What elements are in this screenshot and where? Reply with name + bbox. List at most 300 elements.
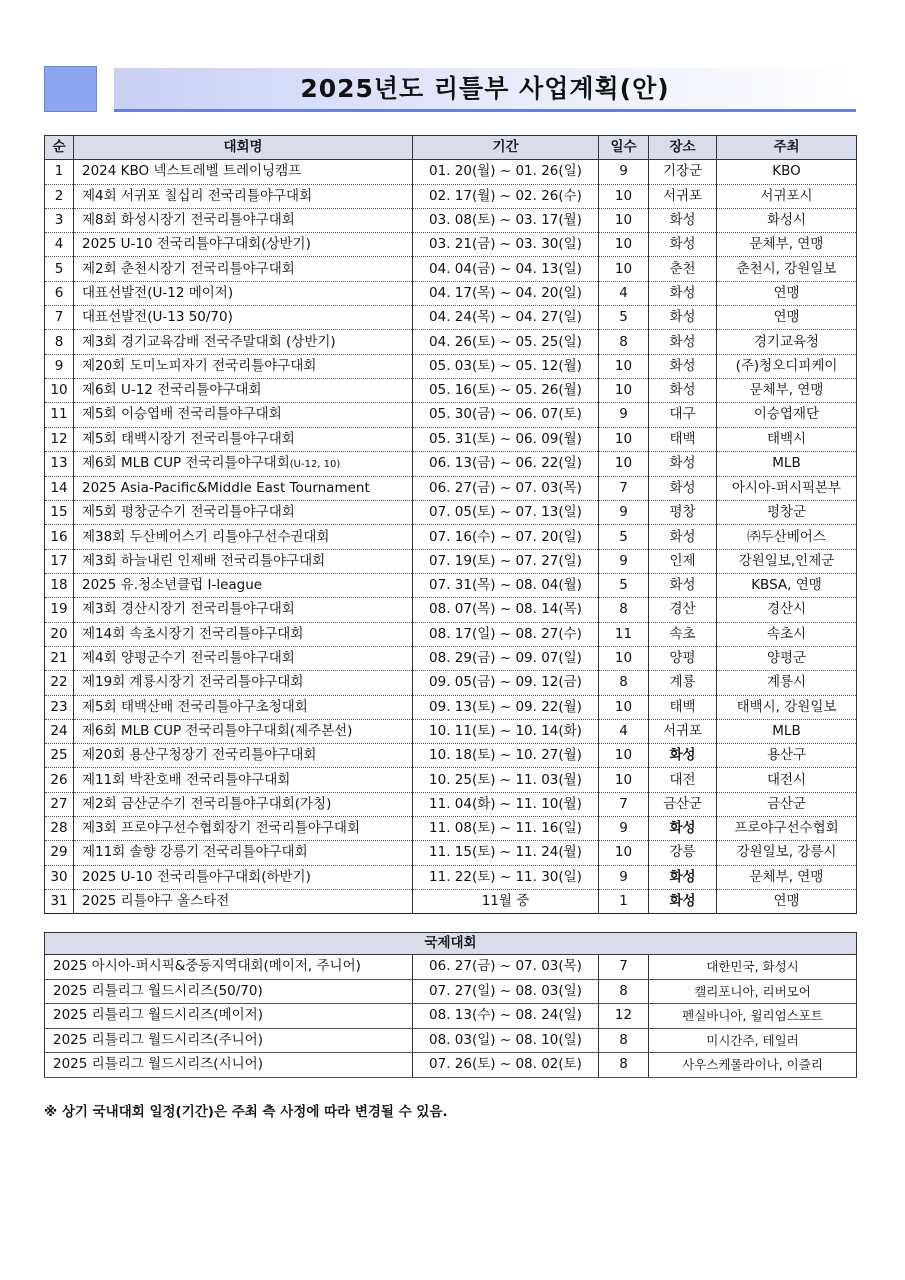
tournament-place-text: 화성 — [669, 309, 696, 326]
tournament-period — [413, 889, 599, 913]
tournament-name-text: 제6회 MLB CUP 전국리틀야구대회(제주본선) — [82, 722, 353, 739]
row-number — [45, 281, 74, 305]
tournament-host — [717, 378, 857, 402]
tournament-place — [649, 403, 717, 427]
tournament-host-text: (주)청오디피케이 — [735, 357, 838, 374]
tournament-days-text: 4 — [619, 722, 628, 739]
tournament-name-text: 제2회 춘천시장기 전국리틀야구대회 — [82, 260, 295, 277]
tournament-place-text: 춘천 — [669, 260, 696, 277]
table-row — [45, 184, 857, 208]
tournament-period-text: 04. 24(목) ~ 04. 27(일) — [429, 309, 582, 326]
tournament-place-text: 화성 — [669, 382, 696, 399]
tournament-place — [649, 208, 717, 232]
tournament-name-text: 대표선발전(U-12 메이저) — [82, 284, 234, 301]
intl-days: 7 — [599, 955, 649, 980]
table-row — [45, 574, 857, 598]
tournament-place — [649, 549, 717, 573]
tournament-name — [74, 574, 413, 598]
tournament-host-text: 대전시 — [766, 771, 807, 788]
row-number — [45, 865, 74, 889]
tournament-place-text: 경산 — [669, 601, 696, 618]
row-number — [45, 817, 74, 841]
tournament-period — [413, 646, 599, 670]
tournament-place — [649, 378, 717, 402]
tournament-period-text: 11. 22(토) ~ 11. 30(일) — [429, 868, 582, 885]
tournament-place-text: 평창 — [669, 504, 696, 521]
intl-period: 07. 27(일) ~ 08. 03(일) — [413, 979, 599, 1004]
tournament-place-text: 화성 — [669, 528, 696, 545]
tournament-host — [717, 257, 857, 281]
tournament-name-text: 제2회 금산군수기 전국리틀야구대회(가칭) — [82, 795, 332, 812]
tournament-name — [74, 378, 413, 402]
tournament-period — [413, 281, 599, 305]
table-row — [45, 817, 857, 841]
row-number-text: 20 — [50, 625, 68, 642]
tournament-place-text: 인제 — [669, 552, 696, 569]
tournament-host — [717, 354, 857, 378]
tournament-days-text: 10 — [614, 455, 633, 472]
tournament-host-text: 연맹 — [773, 309, 800, 326]
tournament-place — [649, 574, 717, 598]
tournament-name-text: 제3회 프로야구선수협회장기 전국리틀야구대회 — [82, 820, 360, 837]
tournament-name — [74, 744, 413, 768]
tournament-host-text: 연맹 — [773, 893, 800, 910]
tournament-days-text: 10 — [614, 430, 633, 447]
intl-period: 08. 13(수) ~ 08. 24(일) — [413, 1004, 599, 1029]
tournament-place-text: 강릉 — [669, 844, 696, 861]
tournament-days-text: 10 — [614, 382, 633, 399]
tournament-days — [599, 719, 649, 743]
intl-period: 08. 03(일) ~ 08. 10(일) — [413, 1028, 599, 1053]
tournament-name-text: 대표선발전(U-13 50/70) — [82, 309, 233, 326]
tournament-name — [74, 671, 413, 695]
tournament-name-text: 제19회 계룡시장기 전국리틀야구대회 — [82, 674, 304, 691]
tournament-days-text: 11 — [614, 625, 633, 642]
tournament-name-text: 2025 리틀야구 올스타전 — [82, 893, 230, 910]
tournament-period — [413, 306, 599, 330]
tournament-days — [599, 889, 649, 913]
intl-table-row — [45, 1053, 857, 1078]
table-row — [45, 598, 857, 622]
tournament-host — [717, 233, 857, 257]
row-number — [45, 889, 74, 913]
table-row — [45, 719, 857, 743]
tournament-name-text: 제20회 도미노피자기 전국리틀야구대회 — [82, 357, 317, 374]
tournament-name-text: 제3회 경기교육감배 전국주말대회 (상반기) — [82, 333, 336, 350]
tournament-host — [717, 889, 857, 913]
tournament-place — [649, 719, 717, 743]
tournament-days-text: 8 — [619, 601, 628, 618]
tournament-period-text: 08. 07(목) ~ 08. 14(목) — [429, 601, 582, 618]
row-number-text: 15 — [50, 504, 68, 521]
table-row — [45, 160, 857, 184]
tournament-days-text: 4 — [619, 284, 628, 301]
row-number — [45, 403, 74, 427]
tournament-place — [649, 160, 717, 184]
tournament-days-text: 10 — [614, 236, 633, 253]
tournament-days-text: 7 — [619, 795, 628, 812]
row-number — [45, 378, 74, 402]
row-number-text: 10 — [50, 382, 68, 399]
tournament-place — [649, 476, 717, 500]
table-row — [45, 744, 857, 768]
tournament-period — [413, 233, 599, 257]
row-number-text: 24 — [50, 722, 68, 739]
tournament-name — [74, 330, 413, 354]
row-number-text: 19 — [50, 601, 68, 618]
tournament-name — [74, 451, 413, 476]
tournament-days-text: 10 — [614, 212, 633, 229]
row-number-text: 29 — [50, 844, 68, 861]
tournament-period-text: 05. 03(토) ~ 05. 12(월) — [429, 357, 582, 374]
row-number — [45, 768, 74, 792]
tournament-days — [599, 744, 649, 768]
tournament-name — [74, 695, 413, 719]
tournament-place — [649, 695, 717, 719]
row-number — [45, 598, 74, 622]
tournament-period — [413, 671, 599, 695]
tournament-days — [599, 306, 649, 330]
tournament-days — [599, 233, 649, 257]
tournament-name — [74, 233, 413, 257]
tournament-period — [413, 403, 599, 427]
tournament-period — [413, 451, 599, 476]
tournament-days — [599, 354, 649, 378]
tournament-place-text: 화성 — [669, 480, 696, 496]
tournament-period-text: 11. 15(토) ~ 11. 24(월) — [429, 844, 582, 861]
tournament-host — [717, 549, 857, 573]
intl-name: 2025 리틀리그 월드시리즈(50/70) — [45, 979, 413, 1004]
table-row — [45, 792, 857, 816]
tournament-period — [413, 476, 599, 500]
row-number — [45, 330, 74, 354]
tournament-name-text: 2025 유.청소년클럽 I-league — [82, 577, 263, 594]
row-number-text: 31 — [50, 893, 68, 910]
row-number-text: 7 — [54, 309, 64, 326]
tournament-place-text: 화성 — [669, 284, 696, 301]
table-row — [45, 281, 857, 305]
row-number — [45, 208, 74, 232]
row-number — [45, 306, 74, 330]
tournament-host — [717, 330, 857, 354]
tournament-host — [717, 792, 857, 816]
tournament-period-text: 10. 25(토) ~ 11. 03(월) — [429, 771, 582, 788]
tournament-place — [649, 817, 717, 841]
intl-table-row — [45, 955, 857, 980]
tournament-name-text: 제5회 태백시장기 전국리틀야구대회 — [82, 430, 295, 447]
row-number-text: 1 — [54, 163, 64, 180]
tournament-name-text: 2024 KBO 넥스트레벨 트레이닝캠프 — [82, 163, 302, 180]
tournament-host-text: 경산시 — [766, 601, 807, 618]
intl-days: 8 — [599, 979, 649, 1004]
row-number-text: 12 — [50, 430, 68, 447]
tournament-host — [717, 744, 857, 768]
tournament-period — [413, 501, 599, 525]
tournament-host-text: 이승엽재단 — [753, 406, 820, 423]
tournament-period-text: 11. 08(토) ~ 11. 16(일) — [429, 820, 582, 837]
table-row — [45, 622, 857, 646]
row-number-text: 17 — [50, 552, 68, 569]
table-row — [45, 841, 857, 865]
table-row — [45, 451, 857, 476]
tournament-host-text: 춘천시, 강원일보 — [736, 260, 837, 277]
tournament-name — [74, 768, 413, 792]
tournament-host-text: 태백시, 강원일보 — [736, 698, 837, 715]
row-number — [45, 646, 74, 670]
tournament-host-text: 용산구 — [766, 747, 807, 764]
tournament-host-text: MLB — [772, 722, 801, 739]
row-number — [45, 792, 74, 816]
intl-period: 06. 27(금) ~ 07. 03(목) — [413, 955, 599, 980]
tournament-place-text: 대전 — [669, 771, 696, 788]
table-row — [45, 403, 857, 427]
tournament-name-text: 제6회 MLB CUP 전국리틀야구대회 — [82, 454, 290, 471]
tournament-period-text: 05. 31(토) ~ 06. 09(월) — [429, 430, 582, 447]
tournament-place-text: 속초 — [669, 625, 696, 642]
tournament-days — [599, 330, 649, 354]
row-number-text: 2 — [54, 187, 64, 204]
tournament-host-text: 화성시 — [766, 212, 807, 229]
tournament-host-text: 계룡시 — [766, 674, 807, 691]
tournament-host — [717, 501, 857, 525]
title-square-decoration — [44, 66, 97, 112]
tournament-host — [717, 719, 857, 743]
table-row — [45, 695, 857, 719]
tournament-host-text: 속초시 — [766, 625, 807, 642]
tournament-place-text: 화성 — [669, 236, 696, 253]
intl-name: 2025 리틀리그 월드시리즈(주니어) — [45, 1028, 413, 1053]
row-number-text: 27 — [50, 795, 68, 812]
tournament-period-text: 05. 16(토) ~ 05. 26(월) — [429, 382, 582, 399]
tournament-period-text: 08. 17(일) ~ 08. 27(수) — [429, 625, 582, 642]
tournament-period — [413, 865, 599, 889]
tournament-days-text: 10 — [614, 650, 633, 667]
tournament-name — [74, 427, 413, 451]
tournament-place-text: 금산군 — [662, 795, 703, 812]
tournament-place — [649, 330, 717, 354]
intl-table-row — [45, 1028, 857, 1053]
tournament-period-text: 10. 18(토) ~ 10. 27(월) — [429, 747, 582, 764]
intl-period: 07. 26(토) ~ 08. 02(토) — [413, 1053, 599, 1078]
table-row — [45, 476, 857, 500]
tournament-place — [649, 598, 717, 622]
tournament-host-text: 아시아-퍼시픽본부 — [731, 480, 842, 496]
domestic-tournament-table — [44, 135, 857, 914]
tournament-days-text: 9 — [619, 868, 628, 885]
tournament-period — [413, 378, 599, 402]
tournament-host-text: 강원일보, 강릉시 — [736, 844, 837, 861]
tournament-host-text: KBSA, 연맹 — [751, 577, 822, 594]
tournament-host — [717, 160, 857, 184]
intl-days: 8 — [599, 1053, 649, 1078]
tournament-days — [599, 671, 649, 695]
tournament-host — [717, 306, 857, 330]
tournament-place — [649, 865, 717, 889]
tournament-days-text: 9 — [619, 504, 628, 521]
intl-host: 펜실바니아, 윌리엄스포트 — [649, 1004, 857, 1029]
tournament-period-text: 10. 11(토) ~ 10. 14(화) — [429, 722, 582, 739]
row-number-text: 30 — [50, 868, 68, 885]
row-number — [45, 427, 74, 451]
tournament-days — [599, 525, 649, 549]
row-number — [45, 501, 74, 525]
row-number-text: 6 — [54, 284, 64, 301]
tournament-host — [717, 574, 857, 598]
tournament-days-text: 10 — [614, 357, 633, 374]
tournament-period-text: 09. 05(금) ~ 09. 12(금) — [429, 674, 582, 691]
tournament-host-text: 문체부, 연맹 — [749, 236, 824, 253]
table-row — [45, 330, 857, 354]
tournament-period — [413, 427, 599, 451]
tournament-days — [599, 574, 649, 598]
table-row — [45, 768, 857, 792]
table-row — [45, 671, 857, 695]
row-number-text: 25 — [50, 747, 68, 764]
row-number-text: 18 — [50, 577, 68, 594]
table-row — [45, 306, 857, 330]
tournament-name-text: 2025 U-10 전국리틀야구대회(상반기) — [82, 236, 311, 253]
row-number — [45, 476, 74, 500]
tournament-days — [599, 427, 649, 451]
intl-name: 2025 아시아-퍼시픽&중동지역대회(메이저, 주니어) — [45, 955, 413, 980]
row-number — [45, 160, 74, 184]
tournament-name — [74, 841, 413, 865]
tournament-place-text: 기장군 — [662, 163, 703, 180]
tournament-period-text: 04. 26(토) ~ 05. 25(일) — [429, 333, 582, 350]
tournament-days — [599, 184, 649, 208]
tournament-name — [74, 622, 413, 646]
tournament-days — [599, 695, 649, 719]
tournament-days-text: 10 — [614, 747, 633, 764]
row-number — [45, 233, 74, 257]
tournament-period — [413, 208, 599, 232]
table-row — [45, 525, 857, 549]
tournament-days — [599, 598, 649, 622]
row-number — [45, 719, 74, 743]
tournament-period-text: 02. 17(월) ~ 02. 26(수) — [429, 187, 582, 204]
tournament-days — [599, 646, 649, 670]
tournament-place — [649, 501, 717, 525]
tournament-place-text: 화성 — [669, 747, 696, 764]
tournament-place-text: 화성 — [669, 212, 696, 229]
tournament-name — [74, 889, 413, 913]
tournament-host — [717, 281, 857, 305]
row-number-text: 22 — [50, 674, 68, 691]
tournament-name — [74, 598, 413, 622]
tournament-host — [717, 476, 857, 500]
tournament-host — [717, 768, 857, 792]
tournament-period-text: 04. 04(금) ~ 04. 13(일) — [429, 260, 582, 277]
tournament-host-text: 양평군 — [766, 650, 807, 667]
header-host: 주최 — [717, 136, 857, 160]
tournament-place — [649, 281, 717, 305]
row-number-text: 4 — [54, 236, 64, 253]
table-row — [45, 549, 857, 573]
tournament-days-text: 5 — [619, 577, 628, 594]
tournament-host-text: 문체부, 연맹 — [749, 382, 824, 399]
tournament-place — [649, 671, 717, 695]
tournament-name-text: 2025 Asia-Pacific&Middle East Tournament — [82, 480, 370, 496]
tournament-host-text: 금산군 — [766, 795, 807, 812]
tournament-name — [74, 549, 413, 573]
tournament-days-text: 9 — [619, 820, 628, 837]
tournament-days — [599, 208, 649, 232]
tournament-period-text: 08. 29(금) ~ 09. 07(일) — [429, 650, 582, 667]
tournament-place — [649, 233, 717, 257]
intl-table-row — [45, 1004, 857, 1029]
tournament-days-text: 10 — [614, 187, 633, 204]
tournament-period-text: 11월 중 — [481, 893, 530, 910]
row-number-text: 8 — [54, 333, 64, 350]
tournament-period-text: 04. 17(목) ~ 04. 20(일) — [429, 284, 582, 301]
tournament-name — [74, 646, 413, 670]
tournament-place — [649, 841, 717, 865]
tournament-place-text: 태백 — [669, 430, 696, 447]
tournament-place — [649, 622, 717, 646]
table-row — [45, 378, 857, 402]
tournament-days — [599, 622, 649, 646]
row-number-text: 14 — [50, 480, 68, 496]
tournament-place — [649, 257, 717, 281]
tournament-host — [717, 646, 857, 670]
tournament-name — [74, 476, 413, 500]
intl-host: 미시간주, 테일러 — [649, 1028, 857, 1053]
tournament-place — [649, 306, 717, 330]
tournament-host-text: 서귀포시 — [760, 187, 813, 204]
tournament-place — [649, 525, 717, 549]
tournament-place-text: 화성 — [669, 868, 696, 885]
tournament-name-text: 제5회 이승엽배 전국리틀야구대회 — [82, 406, 282, 423]
tournament-period — [413, 330, 599, 354]
row-number-text: 11 — [50, 406, 68, 423]
tournament-name — [74, 354, 413, 378]
tournament-days — [599, 549, 649, 573]
tournament-host — [717, 451, 857, 476]
tournament-host-text: MLB — [772, 455, 801, 472]
row-number — [45, 744, 74, 768]
tournament-host-text: 문체부, 연맹 — [749, 868, 824, 885]
tournament-host — [717, 598, 857, 622]
tournament-period-text: 09. 13(토) ~ 09. 22(월) — [429, 698, 582, 715]
intl-days: 8 — [599, 1028, 649, 1053]
tournament-days — [599, 451, 649, 476]
tournament-period — [413, 574, 599, 598]
tournament-host-text: 연맹 — [773, 284, 800, 301]
tournament-days-text: 10 — [614, 771, 633, 788]
tournament-host — [717, 817, 857, 841]
tournament-period-text: 01. 20(월) ~ 01. 26(일) — [429, 163, 582, 180]
tournament-period — [413, 719, 599, 743]
tournament-place-text: 화성 — [669, 577, 696, 594]
tournament-period-text: 11. 04(화) ~ 11. 10(월) — [429, 795, 582, 812]
header-place: 장소 — [649, 136, 717, 160]
tournament-place — [649, 768, 717, 792]
tournament-period-text: 07. 19(토) ~ 07. 27(일) — [429, 552, 582, 569]
tournament-host-text: 태백시 — [766, 430, 807, 447]
tournament-name-text: 제5회 태백산배 전국리틀야구초청대회 — [82, 698, 308, 715]
row-number-text: 23 — [50, 698, 68, 715]
tournament-period-text: 07. 16(수) ~ 07. 20(일) — [429, 528, 582, 545]
table-row — [45, 865, 857, 889]
header-name: 대회명 — [74, 136, 413, 160]
tournament-days-text: 8 — [619, 333, 628, 350]
tournament-days — [599, 378, 649, 402]
tournament-place — [649, 451, 717, 476]
tournament-name-text: 제14회 속초시장기 전국리틀야구대회 — [82, 625, 304, 642]
table-row — [45, 233, 857, 257]
tournament-days-text: 1 — [619, 893, 628, 910]
tournament-host-text: 평창군 — [766, 504, 807, 521]
